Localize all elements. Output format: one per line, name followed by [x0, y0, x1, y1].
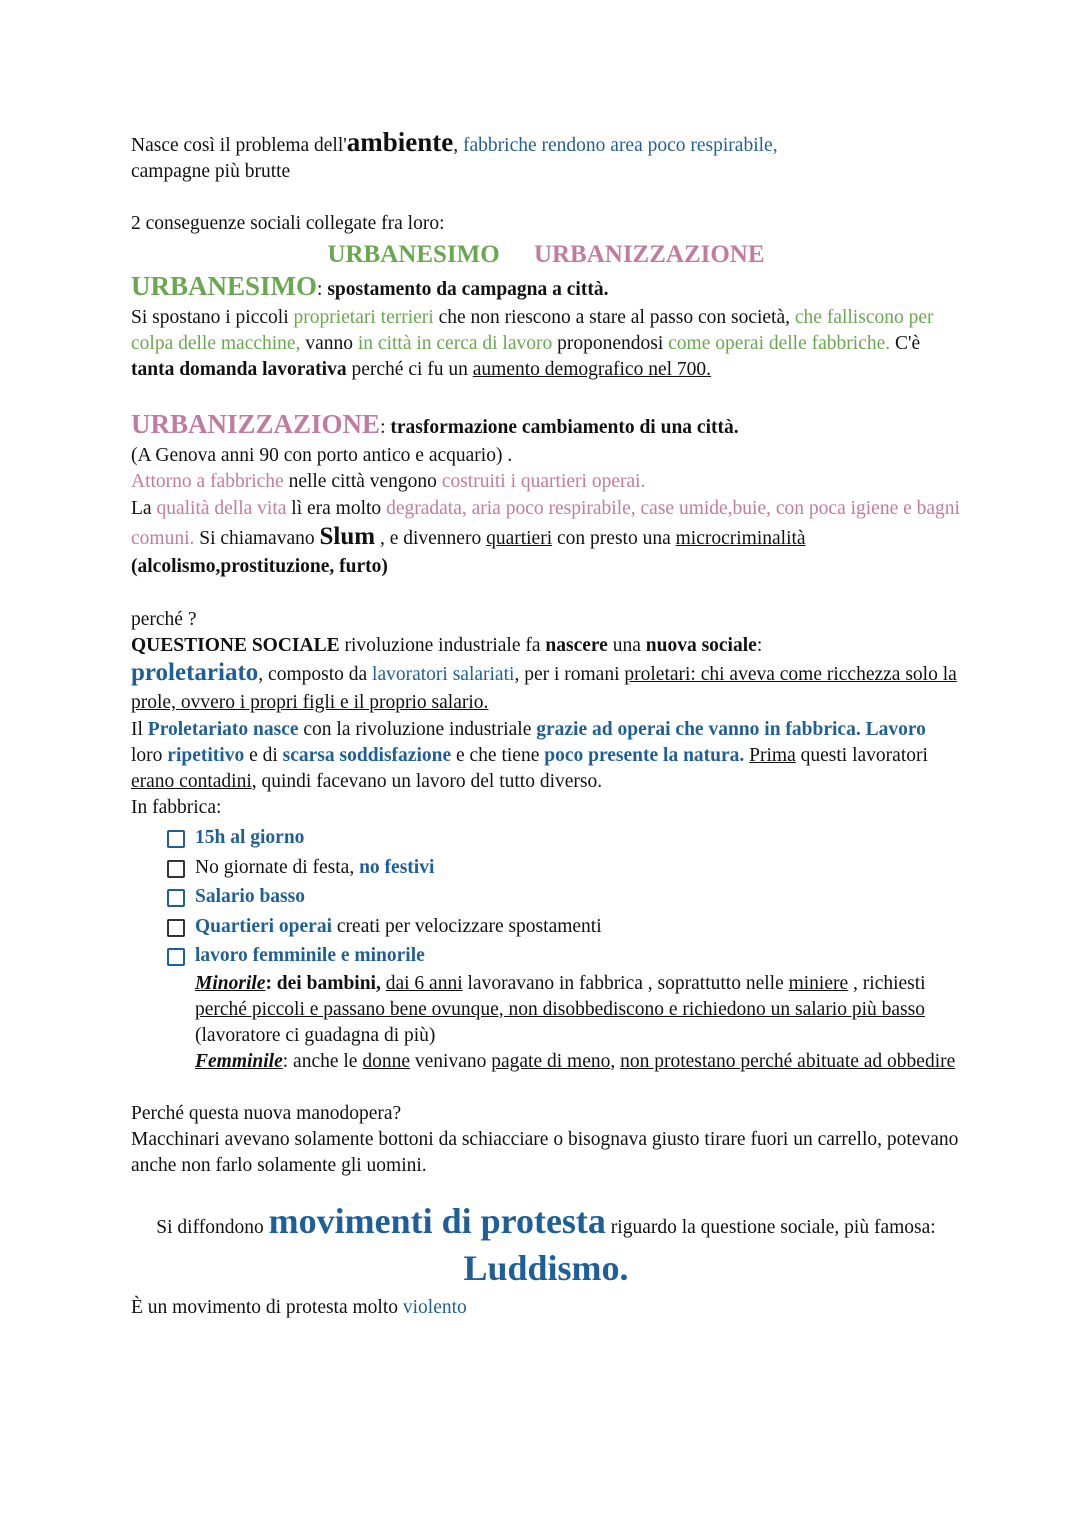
urbanesimo-definition: URBANESIMO: spostamento da campagna a città.: [131, 271, 609, 301]
fabbrica-checklist: [131, 823, 961, 971]
intro-paragraph: Nasce così il problema dell'ambiente, fabbriche rendono area poco respirabile, campagne più brutte: [131, 127, 778, 182]
slum-keyword: Slum: [319, 523, 376, 550]
checklist-item: Quartieri operai creati per velocizzare spostamenti: [167, 912, 961, 942]
genova-note: (A Genova anni 90 con porto antico e acquario) .: [131, 445, 513, 466]
ambiente-keyword: ambiente: [346, 127, 454, 157]
checklist-item: Salario basso: [167, 882, 961, 912]
document-body: [131, 129, 961, 1321]
heading-urbanesimo: URBANESIMO: [327, 241, 500, 268]
proletariato-paragraph: proletariato, composto da lavoratori salariati, per i romani proletari: chi aveva come ricchezza solo la prole, ovvero i propri figli e il proprio salario.: [131, 659, 957, 713]
questione-sociale-line: QUESTIONE SOCIALE rivoluzione industriale fa nascere una nuova sociale:: [131, 635, 763, 656]
qualita-paragraph: La qualità della vita lì era molto degradata, aria poco respirabile, case umide,buie, con poca igiene e bagni comuni. Si chiamavano Slum , e divennero quartieri con presto una microcriminalità (alcolismo,prostituzione, furto): [131, 498, 960, 577]
femminile-paragraph: Femminile: anche le donne venivano pagate di meno, non protestano perché abituate ad obbedire: [195, 1050, 956, 1072]
checkbox-icon[interactable]: [167, 948, 185, 966]
urbanizzazione-definition: URBANIZZAZIONE: trasformazione cambiamento di una città.: [131, 409, 739, 439]
manodopera-answer: Macchinari avevano solamente bottoni da schiacciare o bisognava giusto tirare fuori un carrello, potevano anche non farlo solamente gli uomini.: [131, 1128, 959, 1176]
heading-urbanizzazione: URBANIZZAZIONE: [533, 241, 765, 268]
urbanesimo-paragraph: Si spostano i piccoli proprietari terrieri che non riescono a stare al passo con società, che falliscono per colpa delle macchine, vanno in città in cerca di lavoro proponendosi come operai delle fabbriche. C'è tanta domanda lavorativa perché ci fu un aumento demografico nel 700.: [131, 307, 934, 380]
lavoro-details: [131, 971, 961, 1075]
headings-row: [131, 239, 961, 271]
why-line: perché ?: [131, 609, 197, 630]
in-fabbrica-label: In fabbrica:: [131, 797, 222, 818]
checkbox-icon[interactable]: [167, 860, 185, 878]
manodopera-question: Perché questa nuova manodopera?: [131, 1102, 402, 1124]
checklist-item: lavoro femminile e minorile: [167, 941, 961, 971]
quartieri-line: Attorno a fabbriche nelle città vengono costruiti i quartieri operai.: [131, 471, 646, 492]
nascita-paragraph: Il Proletariato nasce con la rivoluzione industriale grazie ad operai che vanno in fabbrica. Lavoro loro ripetitivo e di scarsa soddisfazione e che tiene poco presente la natura. Prima questi lavoratori erano contadini, quindi facevano un lavoro del tutto diverso.: [131, 719, 928, 792]
movimenti-paragraph: Si diffondono movimenti di protesta riguardo la questione sociale, più famosa: Luddismo.: [156, 1200, 936, 1288]
consequences-line: 2 conseguenze sociali collegate fra loro:: [131, 213, 445, 234]
checkbox-icon[interactable]: [167, 889, 185, 907]
checkbox-icon[interactable]: [167, 830, 185, 848]
checkbox-icon[interactable]: [167, 919, 185, 937]
final-line: È un movimento di protesta molto violento: [131, 1296, 467, 1318]
luddismo-keyword: Luddismo.: [463, 1247, 629, 1288]
checklist-item: No giornate di festa, no festivi: [167, 853, 961, 883]
checklist-item: 15h al giorno: [167, 823, 961, 853]
minorile-paragraph: Minorile: dei bambini, dai 6 anni lavoravano in fabbrica , soprattutto nelle miniere , richiesti perché piccoli e passano bene ovunque, non disobbediscono e richiedono un salario più basso (lavoratore ci guadagna di più): [195, 972, 926, 1046]
proletariato-keyword: proletariato: [131, 659, 259, 686]
